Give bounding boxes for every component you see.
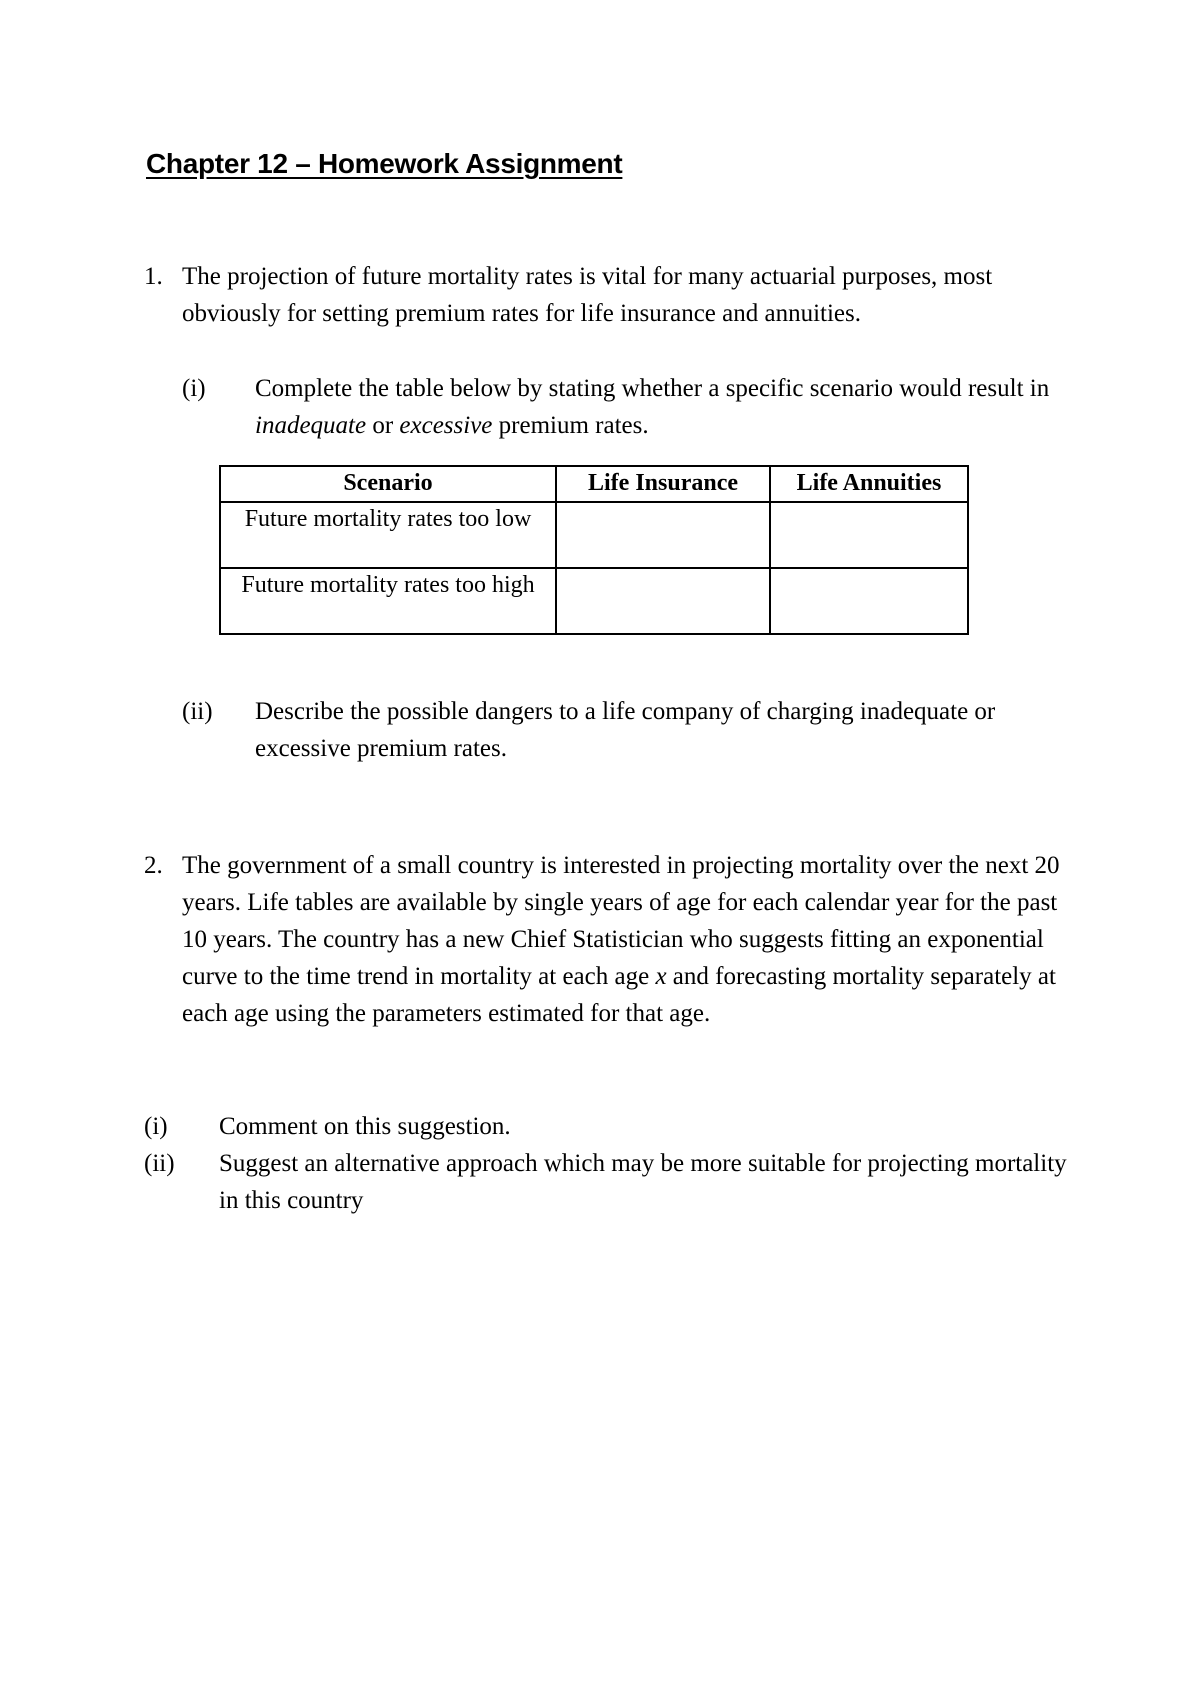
question-2-part-ii-label: (ii) xyxy=(144,1150,175,1177)
q2-text-after: and forecasting mortality separately at each age using the parameters estimated for that age. xyxy=(182,963,1056,1027)
q2-variable-x: x xyxy=(655,963,667,990)
question-1-part-i-label: (i) xyxy=(182,375,206,402)
header-life-insurance: Life Insurance xyxy=(556,466,770,502)
q1i-text-before: Complete the table below by stating whether a specific scenario would result in xyxy=(255,375,1050,402)
question-2-part-i-label: (i) xyxy=(144,1113,168,1140)
scenario-cell: Future mortality rates too high xyxy=(220,568,556,634)
header-scenario: Scenario xyxy=(220,466,556,502)
question-1-part-ii-text: Describe the possible dangers to a life company of charging inadequate or excessive premium rates. xyxy=(255,698,996,762)
q2-text-before: The government of a small country is interested in projecting mortality over the next 20 years. Life tables are available by single years of age for each calendar year for the past 10 years. The country has a new Chief Statistician who suggests fitting an exponential curve to the time trend in mortality at each age xyxy=(182,852,1060,990)
table-row xyxy=(220,568,968,634)
question-1-part-i-text xyxy=(255,370,1095,444)
header-life-annuities: Life Annuities xyxy=(770,466,968,502)
question-2-part-i-text: Comment on this suggestion. xyxy=(219,1113,511,1140)
q1i-word-inadequate: inadequate xyxy=(255,412,367,439)
q1i-text-after: premium rates. xyxy=(492,412,649,439)
question-1-text: The projection of future mortality rates is vital for many actuarial purposes, most obviously for setting premium rates for life insurance and annuities. xyxy=(182,263,993,327)
question-2-part-ii-text: Suggest an alternative approach which may be more suitable for projecting mortality in this country xyxy=(219,1150,1067,1214)
scenario-table xyxy=(219,465,969,635)
scenario-cell: Future mortality rates too low xyxy=(220,502,556,568)
question-2-number: 2. xyxy=(144,852,163,879)
life-insurance-answer-cell[interactable] xyxy=(556,568,770,634)
question-1-number: 1. xyxy=(144,263,163,290)
life-annuities-answer-cell[interactable] xyxy=(770,502,968,568)
page-title: Chapter 12 – Homework Assignment xyxy=(146,148,623,179)
table-header-row xyxy=(220,466,968,502)
q1i-word-excessive: excessive xyxy=(399,412,493,439)
q1i-word-or: or xyxy=(366,412,400,439)
life-insurance-answer-cell[interactable] xyxy=(556,502,770,568)
question-1-part-ii-label: (ii) xyxy=(182,698,213,725)
table-row xyxy=(220,502,968,568)
life-annuities-answer-cell[interactable] xyxy=(770,568,968,634)
question-2-text xyxy=(182,847,1082,1032)
